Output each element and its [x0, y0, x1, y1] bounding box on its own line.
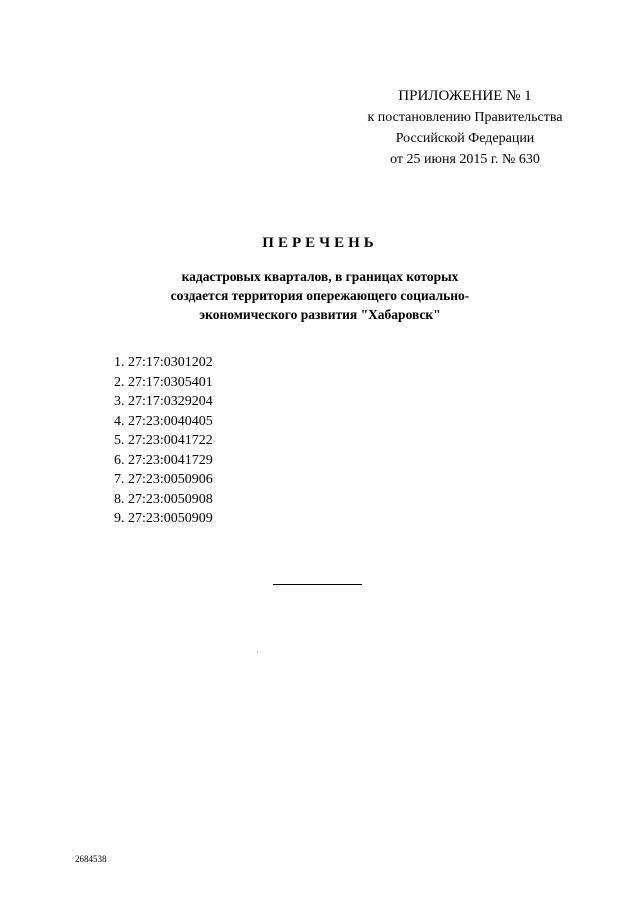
closing-divider: [273, 584, 362, 585]
cadastral-quarter-list: [114, 353, 213, 529]
list-item: 1. 27:17:0301202: [114, 355, 213, 370]
list-item: 9. 27:23:0050909: [114, 511, 213, 526]
list-item: 5. 27:23:0041722: [114, 433, 213, 448]
appendix-line-government: Российской Федерации: [395, 131, 535, 146]
subtitle-line: создается территория опережающего социально-: [170, 288, 470, 303]
document-code: 2684538: [75, 854, 107, 864]
list-item: 8. 27:23:0050908: [114, 491, 213, 507]
subtitle-line: кадастровых кварталов, в границах которых: [181, 269, 459, 284]
title-block: [0, 232, 640, 324]
list-item: 6. 27:23:0041729: [114, 452, 213, 468]
appendix-heading: ПРИЛОЖЕНИЕ № 1: [398, 88, 532, 104]
list-item: 3. 27:17:0329204: [114, 394, 213, 409]
appendix-line-date: от 25 июня 2015 г. № 630: [390, 152, 540, 167]
document-title: ПЕРЕЧЕНЬ: [262, 235, 378, 251]
document-subtitle: [0, 267, 640, 324]
appendix-line-decree: к постановлению Правительства: [367, 110, 563, 125]
scan-speck: [257, 652, 258, 653]
subtitle-line: экономического развития "Хабаровск": [199, 307, 441, 322]
appendix-header: [300, 86, 630, 170]
list-item: 7. 27:23:0050906: [114, 472, 213, 487]
list-item: 4. 27:23:0040405: [114, 413, 213, 429]
list-item: 2. 27:17:0305401: [114, 374, 213, 390]
